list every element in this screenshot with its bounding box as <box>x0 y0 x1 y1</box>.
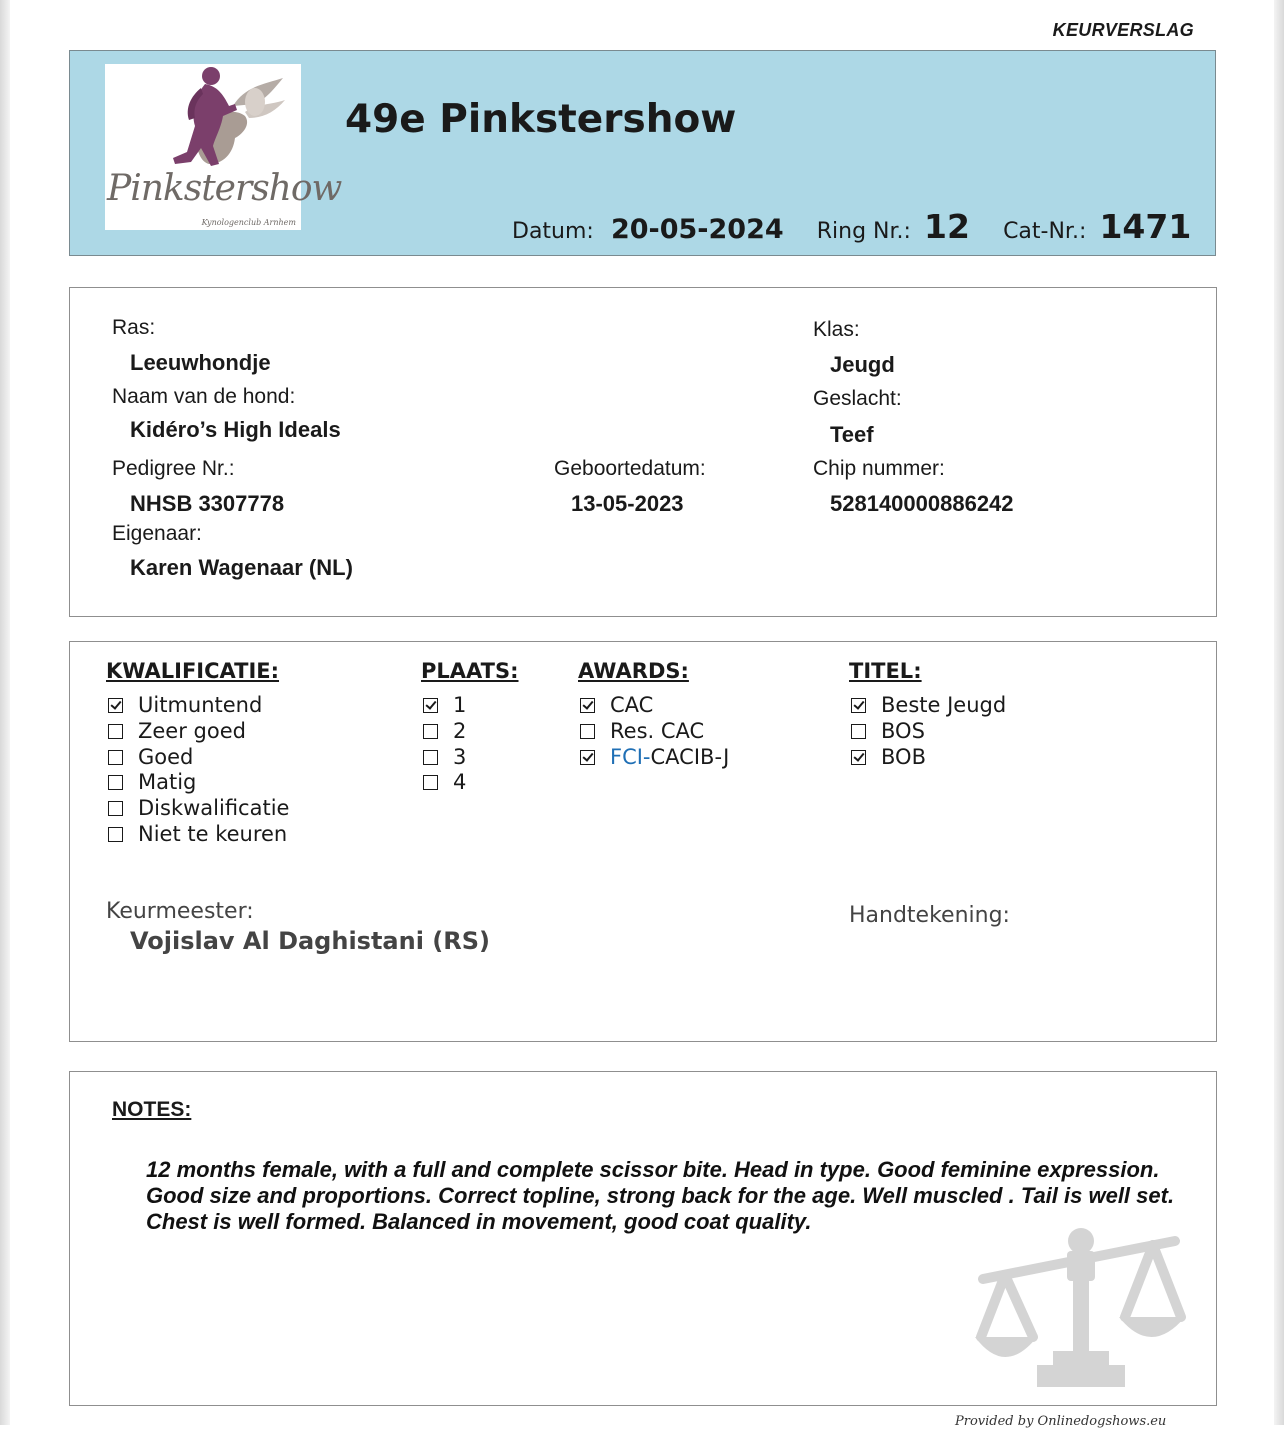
checkbox-label: Uitmuntend <box>138 693 263 717</box>
checkbox-item <box>108 719 289 745</box>
checkbox-icon <box>851 724 866 739</box>
dog-info-section <box>69 287 1217 617</box>
ras-label: Ras: <box>112 316 156 339</box>
checkbox-item <box>851 745 1006 771</box>
checkbox-label: 4 <box>453 770 467 795</box>
awards-list <box>580 693 729 770</box>
naam-label: Naam van de hond: <box>112 385 296 408</box>
show-title: 49e Pinkstershow <box>345 97 737 142</box>
geslacht-label: Geslacht: <box>813 387 902 410</box>
cat-value: 1471 <box>1099 207 1192 246</box>
titel-heading: TITEL: <box>849 659 922 683</box>
checkbox-item <box>108 822 289 848</box>
checkbox-label: Matig <box>138 770 197 795</box>
checkbox-item <box>580 693 729 719</box>
checkbox-icon <box>108 750 123 765</box>
geboortedatum-value: 13-05-2023 <box>571 491 684 516</box>
checkbox-label: 1 <box>453 693 467 717</box>
ring-value: 12 <box>924 207 970 246</box>
checkbox-label: 3 <box>453 744 467 769</box>
checkbox-label: CAC <box>610 693 654 717</box>
show-logo <box>105 64 342 230</box>
checkbox-label: Res. CAC <box>610 718 705 743</box>
checkbox-label: Zeer goed <box>138 718 246 743</box>
klas-label: Klas: <box>813 318 860 341</box>
naam-value: Kidéro’s High Ideals <box>130 417 341 442</box>
pedigree-label: Pedigree Nr.: <box>112 457 235 480</box>
checkbox-label: 2 <box>453 718 467 743</box>
checkbox-label: Diskwalificatie <box>138 796 290 821</box>
titel-list <box>851 693 1006 770</box>
checkbox-icon <box>108 801 123 816</box>
handtekening-label: Handtekening: <box>849 903 1010 928</box>
footer-provided-by: Provided by Onlinedogshows.eu <box>955 1414 1167 1429</box>
checked-checkbox-icon <box>580 750 595 765</box>
awards-heading: AWARDS: <box>578 659 689 683</box>
checked-checkbox-icon <box>580 698 595 713</box>
pedigree-value: NHSB 3307778 <box>130 491 285 516</box>
geboortedatum-label: Geboortedatum: <box>554 457 706 480</box>
klas-value: Jeugd <box>830 352 895 377</box>
checkbox-item <box>423 719 466 745</box>
page-edge-right <box>1274 0 1284 1425</box>
checkbox-icon <box>108 724 123 739</box>
notes-text: 12 months female, with a full and complete scissor bite. Head in type. Good feminine expression. Good size and proportions. Correct topline, strong back for the age. Well muscled . Tail is well set. Chest is well formed. Balanced in movement, good coat quality. <box>146 1157 1175 1234</box>
plaats-list <box>423 693 466 796</box>
checkbox-label: Beste Jeugd <box>881 693 1007 717</box>
chip-value: 528140000886242 <box>830 491 1014 516</box>
checkbox-item <box>108 770 289 796</box>
kwalificatie-heading: KWALIFICATIE: <box>106 659 280 683</box>
eigenaar-label: Eigenaar: <box>112 522 202 545</box>
checked-checkbox-icon <box>851 698 866 713</box>
checked-checkbox-icon <box>108 698 123 713</box>
checkbox-label: Goed <box>138 744 194 769</box>
checkbox-icon <box>108 775 123 790</box>
logo-script-text: Pinkstershow <box>107 168 342 209</box>
header-meta-row <box>512 207 1219 246</box>
ring-label: Ring Nr.: <box>816 219 911 244</box>
geslacht-value: Teef <box>830 422 874 447</box>
page-edge-left <box>0 0 10 1425</box>
checkbox-label: Niet te keuren <box>138 821 288 846</box>
checkbox-item <box>580 745 729 771</box>
kwalificatie-list <box>108 693 289 848</box>
checkbox-label: BOS <box>881 718 925 743</box>
results-section <box>69 641 1217 1042</box>
datum-label: Datum: <box>512 219 594 244</box>
logo-subtitle: Kynologenclub Arnhem <box>201 218 296 227</box>
cat-label: Cat-Nr.: <box>1003 219 1087 244</box>
keurmeester-label: Keurmeester: <box>106 899 254 924</box>
keurmeester-name: Vojislav Al Daghistani (RS) <box>130 927 490 955</box>
checkbox-icon <box>423 724 438 739</box>
checked-checkbox-icon <box>423 698 438 713</box>
notes-section <box>69 1071 1217 1406</box>
plaats-heading: PLAATS: <box>421 659 519 683</box>
checked-checkbox-icon <box>851 750 866 765</box>
checkbox-label: BOB <box>881 744 926 769</box>
checkbox-icon <box>580 724 595 739</box>
eigenaar-value: Karen Wagenaar (NL) <box>130 555 353 580</box>
checkbox-item <box>423 745 466 771</box>
logo-figure-icon <box>105 64 301 184</box>
ras-value: Leeuwhondje <box>130 350 271 375</box>
document-type: KEURVERSLAG <box>1052 20 1194 40</box>
checkbox-item <box>851 719 1006 745</box>
checkbox-item <box>423 770 466 796</box>
header-banner <box>69 50 1216 256</box>
checkbox-item <box>423 693 466 719</box>
checkbox-item <box>580 719 729 745</box>
checkbox-icon <box>423 775 438 790</box>
checkbox-item <box>108 745 289 771</box>
checkbox-item <box>108 796 289 822</box>
chip-label: Chip nummer: <box>813 457 945 480</box>
checkbox-icon <box>108 827 123 842</box>
datum-value: 20-05-2024 <box>610 214 784 245</box>
checkbox-item <box>851 693 1006 719</box>
checkbox-label: CACIB-J <box>650 744 730 769</box>
checkbox-item <box>108 693 289 719</box>
checkbox-label-prefix: FCI- <box>610 744 651 769</box>
scale-watermark-icon <box>975 1227 1195 1406</box>
checkbox-icon <box>423 750 438 765</box>
notes-heading: NOTES: <box>112 1098 192 1121</box>
